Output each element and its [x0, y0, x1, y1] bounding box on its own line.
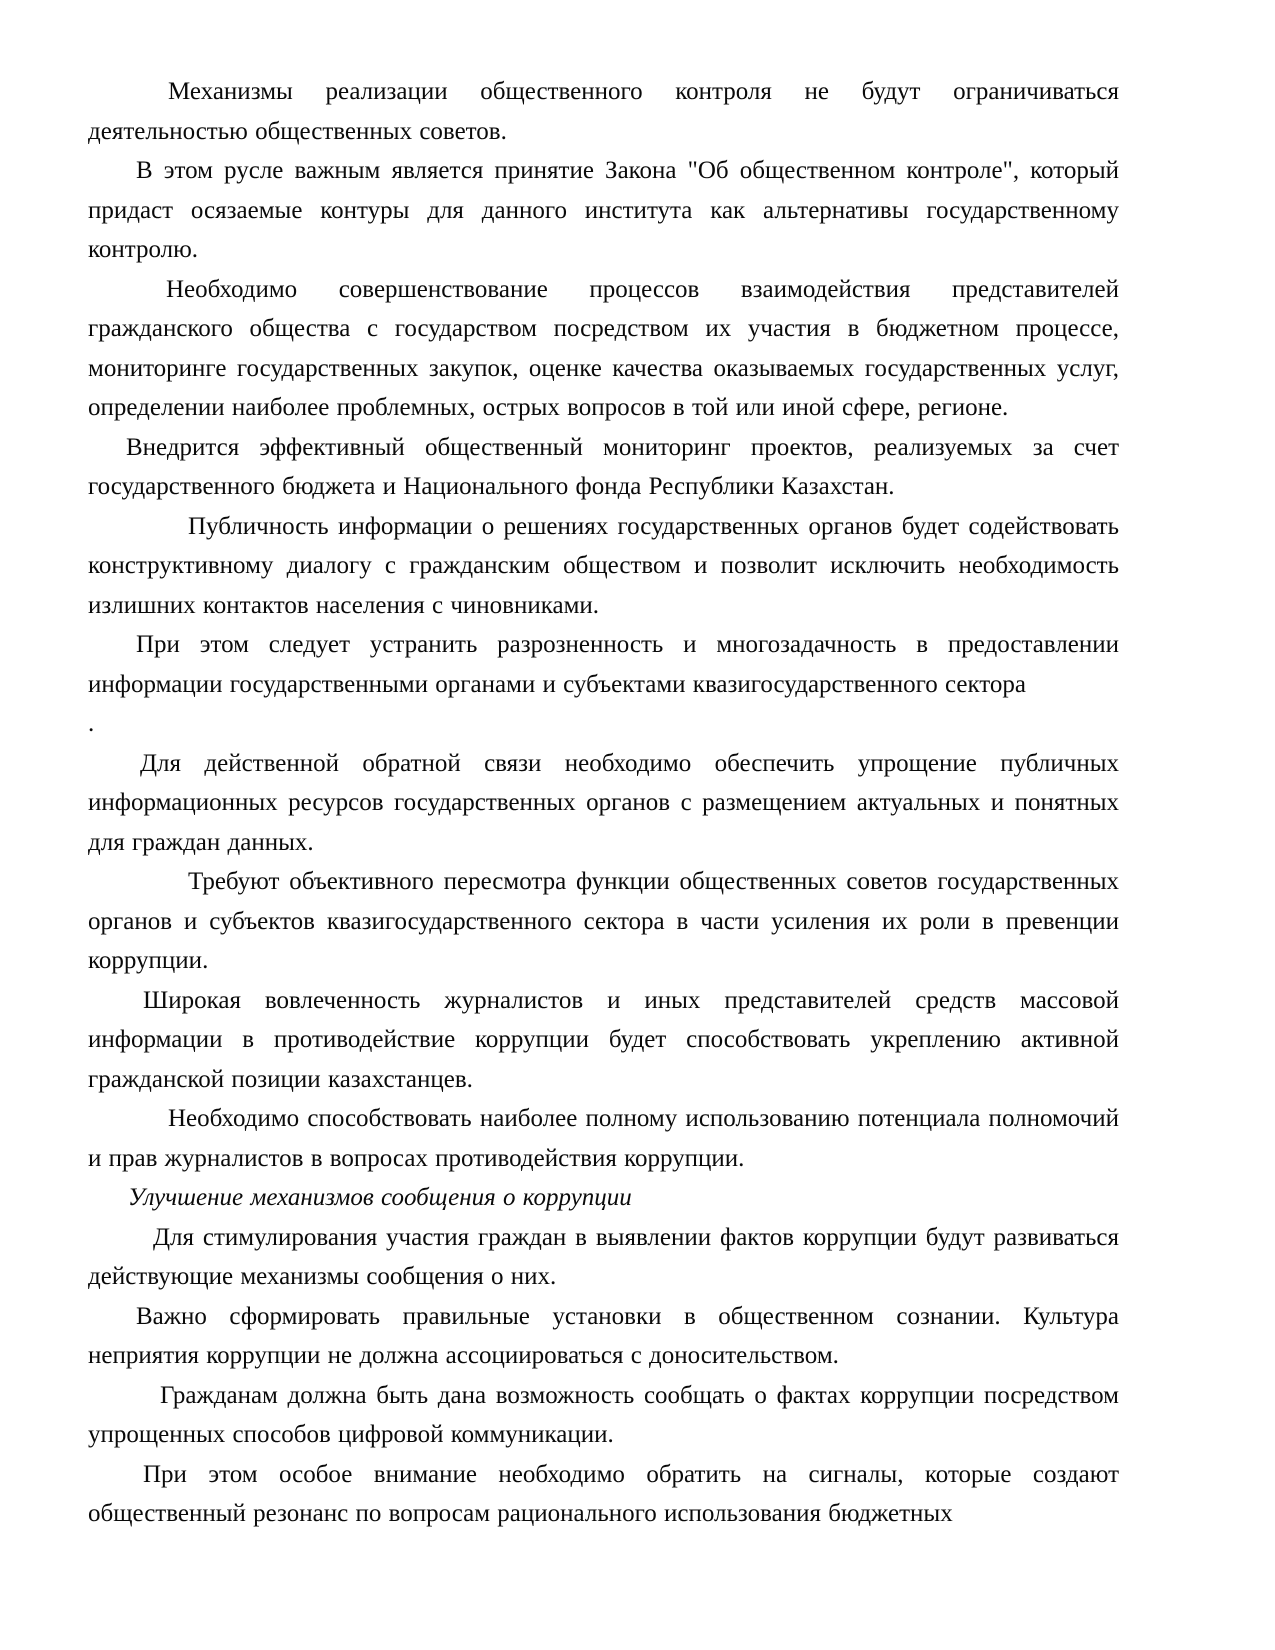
paragraph-public-control-mechanisms: Механизмы реализации общественного контроля не будут ограничиваться деятельностью общественных советов. — [88, 78, 1119, 145]
paragraph-public-monitoring: Внедрится эффективный общественный мониторинг проектов, реализуемых за счет государственного бюджета и Национального фонда Республики Казахстан. — [88, 433, 1119, 500]
stray-period-line: . — [88, 710, 95, 737]
paragraph-public-mindset: Важно сформировать правильные установки в общественном сознании. Культура неприятия коррупции не должна ассоциироваться с доносительством. — [88, 1302, 1119, 1369]
paragraph-journalists-potential: Необходимо способствовать наиболее полному использованию потенциала полномочий и прав журналистов в вопросах противодействия коррупции. — [88, 1105, 1119, 1172]
section-heading-corruption-reporting: Улучшение механизмов сообщения о коррупции — [128, 1184, 632, 1211]
paragraph-public-control-law: В этом русле важным является принятие Закона "Об общественном контроле", который придаст осязаемые контуры для данного института как альтернативы государственному контролю. — [88, 157, 1119, 263]
paragraph-councils-functions-review: Требуют объективного пересмотра функции общественных советов государственных органов и субъектов квазигосударственного сектора в части усиления их роли в превенции коррупции. — [88, 868, 1119, 974]
paragraph-citizen-participation: Для стимулирования участия граждан в выявлении фактов коррупции будут развиваться действующие механизмы сообщения о них. — [88, 1223, 1119, 1290]
paragraph-digital-reporting: Гражданам должна быть дана возможность сообщать о фактах коррупции посредством упрощенных способов цифровой коммуникации. — [88, 1381, 1119, 1448]
paragraph-fragmentation-removal: При этом следует устранить разрозненность и многозадачность в предоставлении информации государственными органами и субъектами квазигосударственного сектора — [88, 631, 1119, 698]
paragraph-information-publicity: Публичность информации о решениях государственных органов будет содействовать конструктивному диалогу с гражданским обществом и позволит исключить необходимость излишних контактов населения с чиновниками. — [88, 512, 1119, 619]
paragraph-feedback-simplification: Для действенной обратной связи необходимо обеспечить упрощение публичных информационных ресурсов государственных органов с размещением актуальных и понятных для граждан данных. — [88, 749, 1119, 856]
paragraph-public-resonance-signals: При этом особое внимание необходимо обратить на сигналы, которые создают общественный резонанс по вопросам рационального использования бюджетных — [88, 1460, 1119, 1527]
paragraph-civil-society-interaction: Необходимо совершенствование процессов взаимодействия представителей гражданского общества с государством посредством их участия в бюджетном процессе, мониторинге государственных закупок, оценке качества оказываемых государственных услуг, определении наиболее проблемных, острых вопросов в той или иной сфере, регионе. — [88, 275, 1119, 421]
paragraph-journalists-involvement: Широкая вовлеченность журналистов и иных представителей средств массовой информации в противодействие коррупции будет способствовать укреплению активной гражданской позиции казахстанцев. — [88, 986, 1119, 1093]
